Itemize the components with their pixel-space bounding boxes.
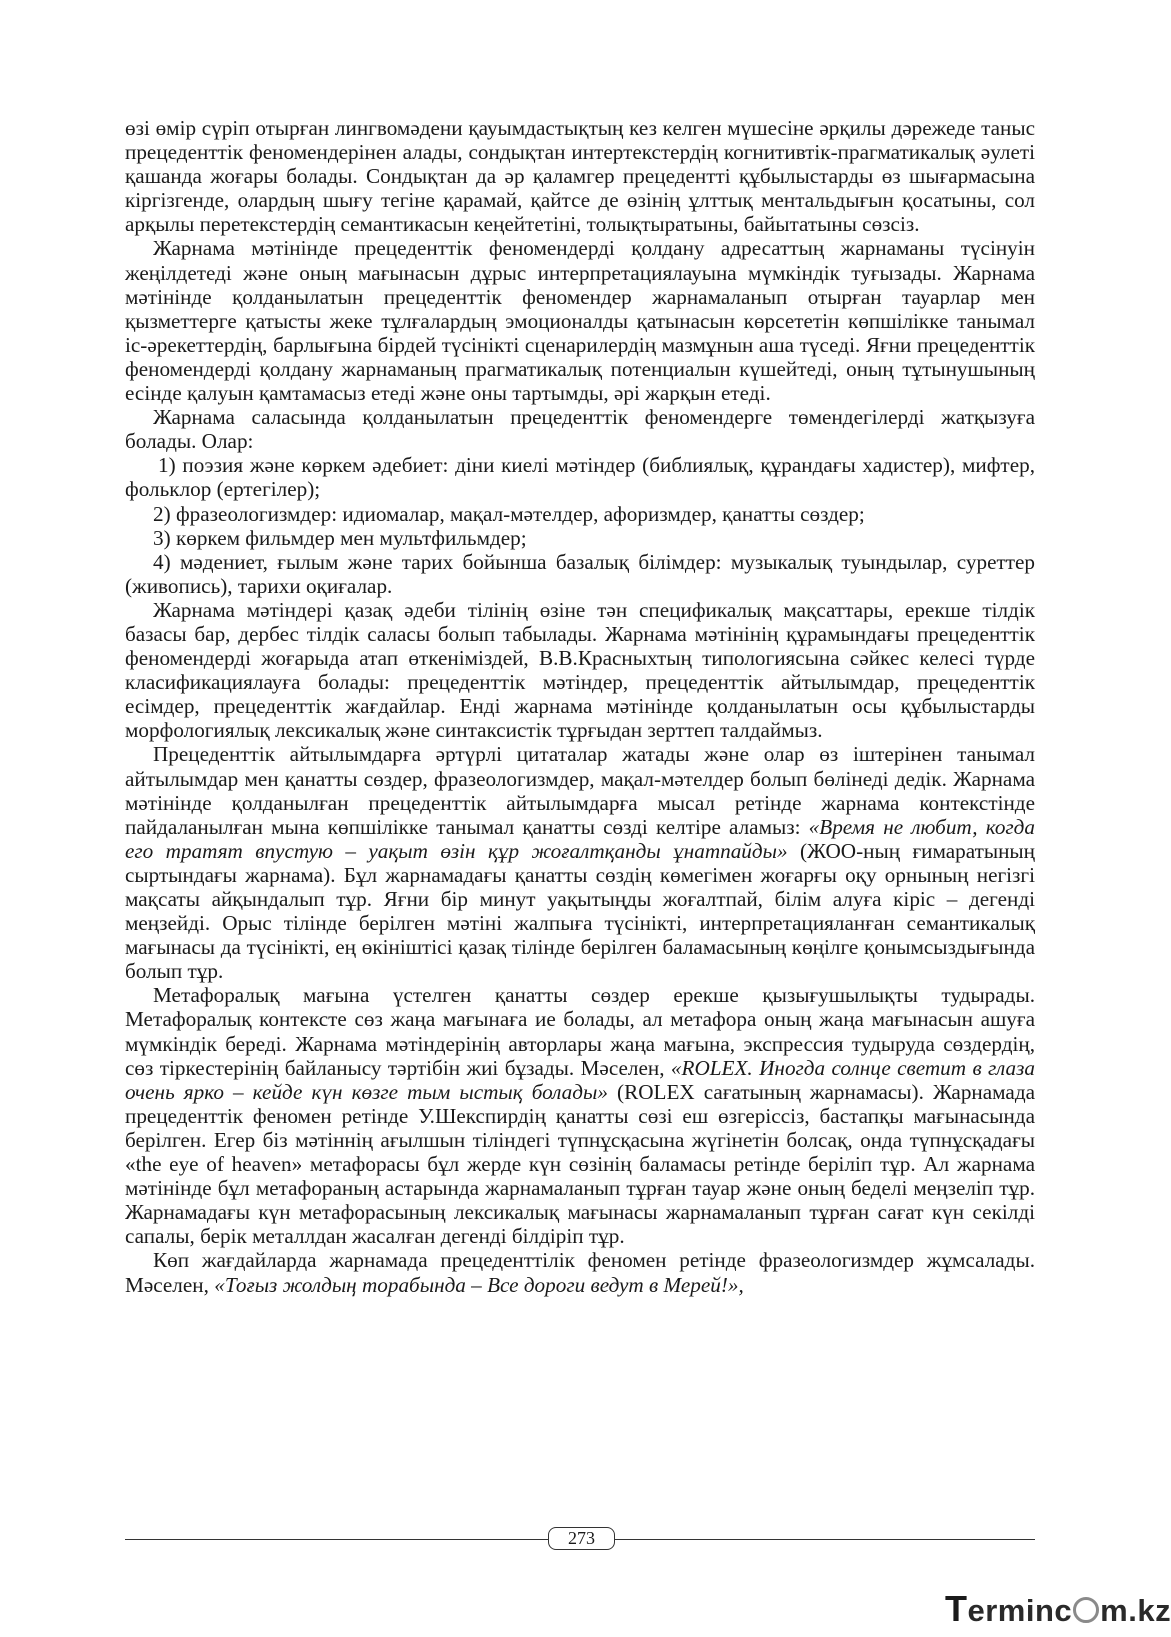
paragraph-precedent-utterances [125,742,1035,983]
paragraph-advertising-precedents: Жарнама мәтінінде прецеденттік феномендерді қолдану адресаттың жарнаманы түсінуін жеңілдетеді және оның мағынасын дұрыс интерпретациялауына мүмкіндік туғызады. Жарнама мәтінінде қолданылатын прецеденттік феномендер жарнамаланып отырған тауарлар мен қызметтерге қатысты жеке тұлғалардың эмоционалды қатынасын көрсететін көпшілікке танымал іс-әрекеттердің, барлығына бірдей түсінікті сценарилердің мазмұнын аша түседі. Яғни прецеденттік феномендерді қолдану жарнаманың прагматикалық потенциалын күшейтеді, оның тұтынушының есінде қалуын қамтамасыз етеді және оны тартымды, әрі жарқын етеді. [125,236,1035,406]
precedent-text-start: Прецеденттік айтылымдарға әртүрлі цитаталар жатады және олар өз іштерінен танымал айтылымдар мен қанатты сөздер, фразеологизмдер, мақал-мәтелдер болып бөлінеді дедік. Жарнама мәтінінде қолданылған прецеденттік айтылымдарға мысал ретінде жарнама контекстінде пайдаланылған мына көпшілікке танымал қанатты сөзді келтіре аламыз: [125,742,1035,839]
paragraph-classification: Жарнама мәтіндері қазақ әдеби тілінің өзіне тән спецификалық мақсаттары, ерекше тілдік базасы бар, дербес тілдік саласы болып табылады. Жарнама мәтінінің құрамындағы прецеденттік феномендерді жоғарыда атап өткеніміздей, В.В.Красныхтың типологиясына сәйкес келесі түрде класификациялауға болады: прецеденттік мәтіндер, прецеденттік айтылымдар, прецеденттік есімдер, прецеденттік жағдайлар. Енді жарнама мәтінінде қолданылатын осы құбылыстарды морфологиялық лексикалық және синтаксистік тұрғыдан зерттеп талдаймыз. [125,597,1035,743]
terminco-watermark-logo [945,1588,1171,1629]
watermark-letter-t: T [945,1588,968,1629]
footer-rule-left [125,1539,548,1540]
phraseology-text-start: Көп жағдайларда жарнамада прецеденттілік феномен ретінде фразеологизмдер жұмсалады. Мәселен, [125,1248,1035,1297]
paragraph-phraseology [125,1248,1035,1296]
list-item-phraseology: 2) фразеологизмдер: идиомалар, мақал-мәтелдер, афоризмдер, қанатты сөздер; [153,501,865,526]
metaphor-text-end: (ROLEX сағатының жарнамасы). Жарнамада прецеденттік феномен ретінде У.Шекспирдің қанатты сөзі еш өзгеріссіз, бастапқы мағынасында берілген. Егер біз мәтіннің ағылшын тіліндегі түпнұсқасына жүгінетін болсақ, онда түпнұсқадағы «the eye of heaven» метафорасы бұл жерде күн сөзінің баламасы ретінде беріліп тұр. Ал жарнама мәтінінде бұл метафораның астарында жарнамаланып тұрған тауар және оның беделі меңзеліп тұр. Жарнамадағы күн метафорасының лексикалық мағынасы жарнамаланып тұрған сағат күн секілді сапалы, берік металлдан жасалған дегенді білдіріп тұр. [125,1079,1036,1249]
metaphor-quote: «ROLEX. Иногда солнце светит в глаза очень ярко – кейде күн көзге тым ыстық болады» [125,1055,1035,1104]
list-item-films: 3) көркем фильмдер мен мультфильмдер; [153,525,527,550]
watermark-ring-icon [1073,1597,1099,1623]
paragraph-metaphor [125,983,1035,1248]
paragraph-list-intro: Жарнама саласында қолданылатын прецеденттік феномендерге төмендегілерді жатқызуға болады. Олар: [125,405,1035,454]
precedent-quote: «Время не любит, когда его тратят впустую – уақыт өзін құр жоғалтқанды ұнатпайды» [125,814,1035,863]
phraseology-quote: «Тоғыз жолдың торабында – Все дороги ведут в Мерей!», [214,1272,744,1297]
page-body [125,116,1035,1297]
metaphor-text-start: Метафоралық мағына үстелген қанатты сөздер ерекше қызығушылықты тудырады. Метафоралық контексте сөз жаңа мағынаға ие болады, ал метафора оның жаңа мағынасын ашуға мүмкіндік береді. Жарнама мәтіндерінің авторлары жаңа мағына, экспрессия тудыруда сөздердің, сөз тіркестерінің байланысу тәртібін жиі бұзады. Мәселен, [125,983,1035,1080]
page-number: 273 [548,1527,615,1550]
footer-rule-right [615,1539,1035,1540]
paragraph-intro: өзі өмір сүріп отырған лингвомәдени қауымдастықтың кез келген мүшесіне әрқилы дәрежеде таныс прецеденттік феномендерінен алады, сондықтан интертекстердің когнитивтік-прагматикалық әулеті қашанда жоғары болады. Сондықтан да әр қаламгер прецедентті құбылыстарды өз шығармасына кіргізгенде, олардың шығу тегіне қарамай, қайтсе де өзінің ұлттық ментальдығын қосатыны, сол арқылы перетекстердің семантикасын кеңейтетіні, толықтыратыны, байытатыны сөзсіз. [125,116,1035,237]
watermark-text-middle: erminc [967,1593,1073,1628]
list-item-culture: 4) мәдениет, ғылым және тарих бойынша базалық білімдер: музыкалық туындылар, суреттер (живопись), тарихи оқиғалар. [125,549,1035,598]
precedent-text-end: (ЖОО-ның ғимаратының сыртындағы жарнама). Бұл жарнамадағы қанатты сөздің көмегімен жоғарғы оқу орнының негізгі мақсаты айқындалып тұр. Яғни бір минут уақытыңды жоғалтпай, білім алуға кіріс – дегенді меңзейді. Орыс тілінде берілген мәтіні жалпыға түсінікті, интерпретацияланған семантикалық мағынасы да түсінікті, ең өкініштісі қазақ тілінде берілген баламасының көңілге қонымсыздығында болып тұр. [125,838,1035,984]
watermark-text-end: m.kz [1100,1593,1171,1628]
list-item-poetry: 1) поэзия және көркем әдебиет: діни киелі мәтіндер (библиялық, құрандағы хадистер), мифтер, фольклор (ертегілер); [125,453,1035,502]
